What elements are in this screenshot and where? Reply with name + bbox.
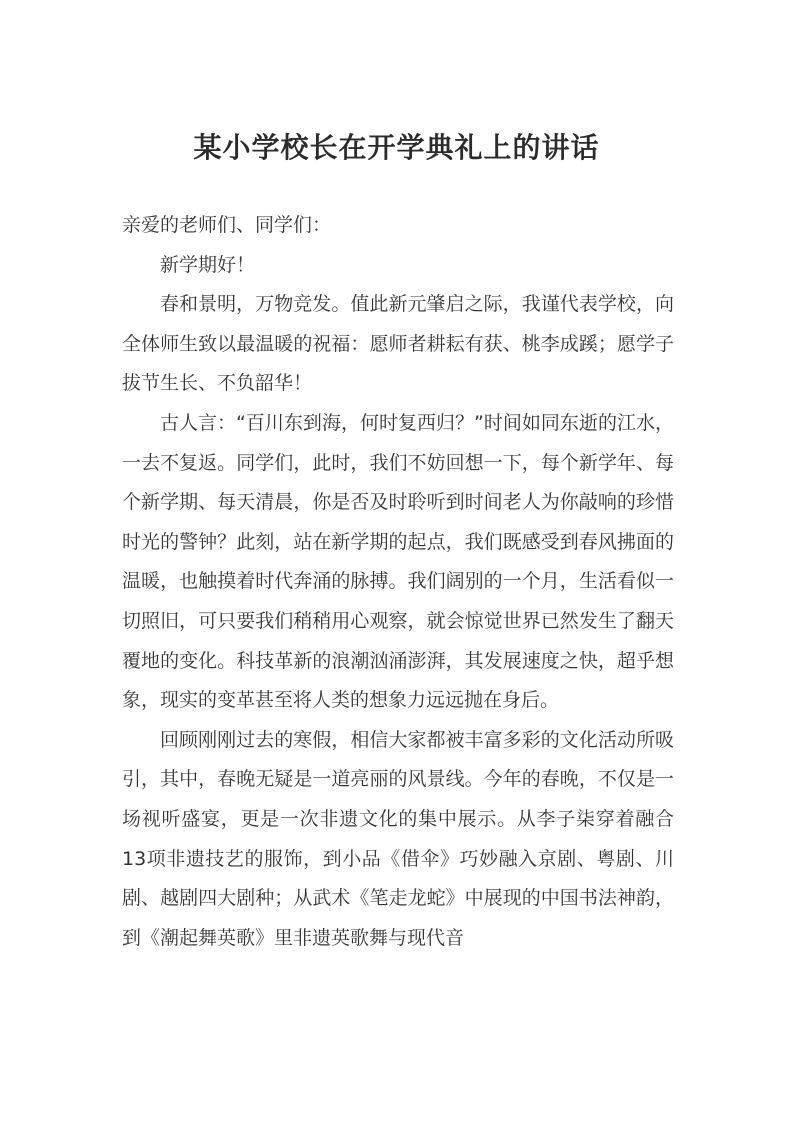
paragraph-winter-break: 回顾刚刚过去的寒假，相信大家都被丰富多彩的文化活动所吸引，其中，春晚无疑是一道亮丽的风景线。今年的春晚，不仅是一场视听盛宴，更是一次非遗文化的集中展示。从李子柒穿着融合13项非遗技艺的服饰，到小品《借伞》巧妙融入京剧、粤剧、川剧、越剧四大剧种；从武术《笔走龙蛇》中展现的中国书法神韵，到《潮起舞英歌》里非遗英歌舞与现代音 — [122, 728, 674, 949]
paragraph-greeting: 新学期好！ — [160, 253, 256, 276]
paragraph-time: 古人言：“百川东到海，何时复西归？”时间如同东逝的江水，一去不复返。同学们，此时，我们不妨回想一下，每个新学年、每个新学期、每天清晨，你是否及时聆听到时间老人为你敲响的珍惜时光的警钟？此刻，站在新学期的起点，我们既感受到春风拂面的温暖，也触摸着时代奔涌的脉搏。我们阔别的一个月，生活看似一切照旧，可只要我们稍稍用心观察，就会惊觉世界已然发生了翻天覆地的变化。科技革新的浪潮汹涌澎湃，其发展速度之快，超乎想象，现实的变革甚至将人类的想象力远远抛在身后。 — [122, 411, 674, 712]
document-title: 某小学校长在开学典礼上的讲话 — [193, 131, 600, 164]
salutation: 亲爱的老师们、同学们： — [122, 214, 332, 236]
paragraph-blessing: 春和景明，万物竞发。值此新元肇启之际，我谨代表学校，向全体师生致以最温暖的祝福：愿师者耕耘有获、桃李成蹊；愿学子拔节生长、不负韶华！ — [122, 293, 674, 395]
document-body — [122, 206, 674, 958]
